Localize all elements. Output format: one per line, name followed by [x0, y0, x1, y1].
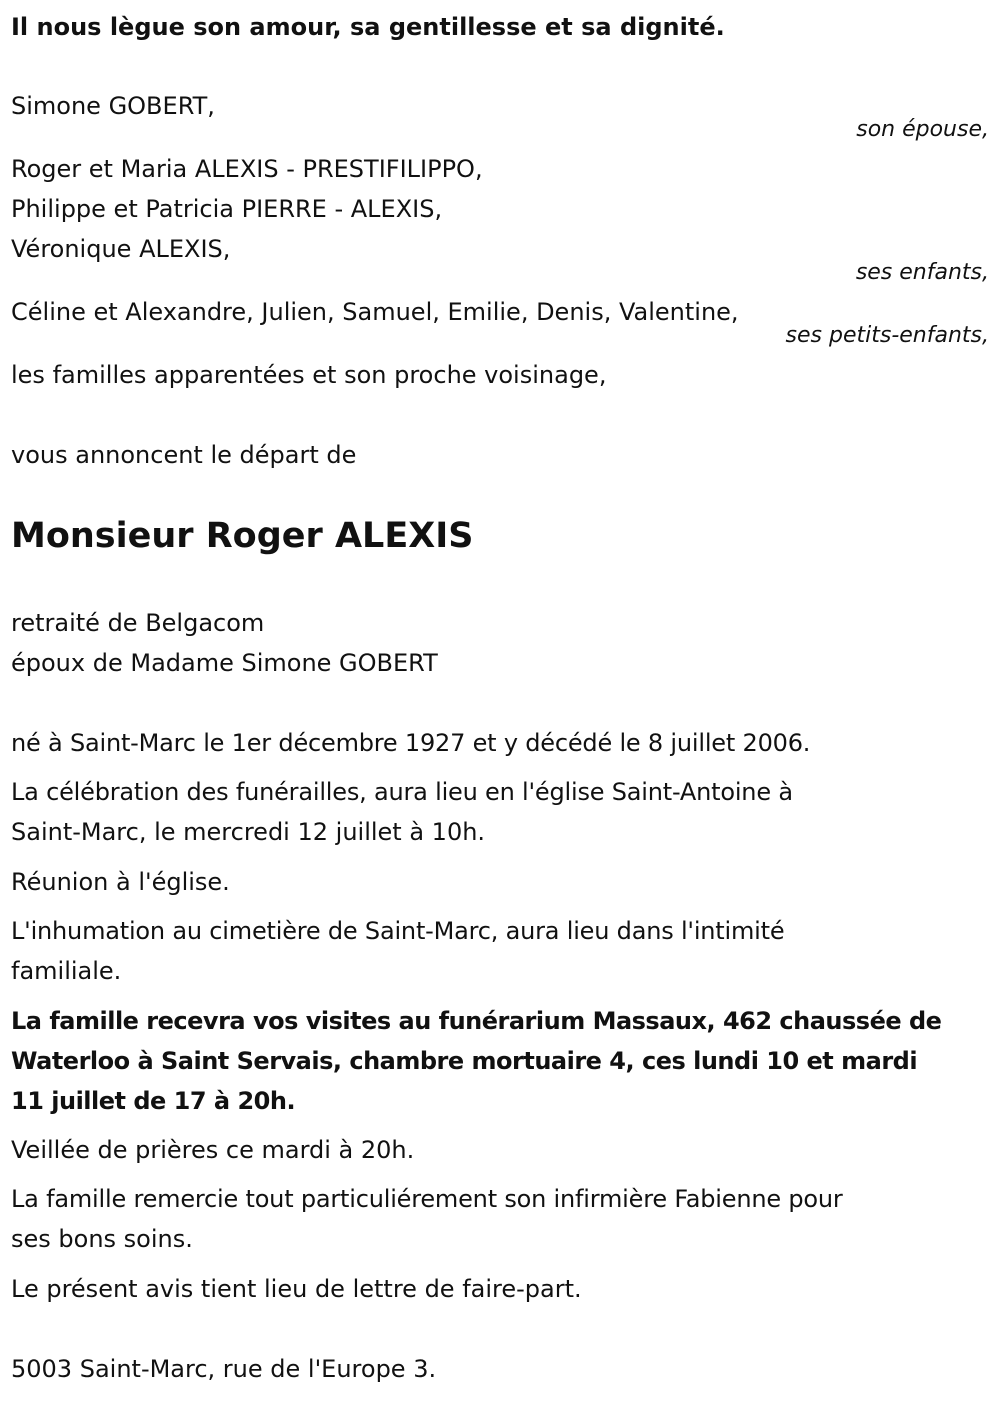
spouse-role: son épouse, — [856, 117, 989, 142]
birth-death: né à Saint-Marc le 1er décembre 1927 et y décédé le 8 juillet 2006. — [11, 729, 811, 757]
relatives: les familles apparentées et son proche voisinage, — [11, 361, 607, 389]
thanks-line-2: ses bons soins. — [11, 1225, 193, 1253]
visits-line-2: Waterloo à Saint Servais, chambre mortuaire 4, ces lundi 10 et mardi — [11, 1047, 918, 1075]
child-3: Véronique ALEXIS, — [11, 235, 231, 263]
thanks-line-1: La famille remercie tout particuliérement son infirmière Fabienne pour — [11, 1185, 843, 1213]
visits-line-3: 11 juillet de 17 à 20h. — [11, 1087, 296, 1115]
deceased-name: Monsieur Roger ALEXIS — [11, 516, 474, 556]
tribute-line: Il nous lègue son amour, sa gentillesse et sa dignité. — [11, 13, 725, 41]
child-1: Roger et Maria ALEXIS - PRESTIFILIPPO, — [11, 155, 483, 183]
address: 5003 Saint-Marc, rue de l'Europe 3. — [11, 1355, 437, 1383]
child-2: Philippe et Patricia PIERRE - ALEXIS, — [11, 195, 443, 223]
celebration-line-2: Saint-Marc, le mercredi 12 juillet à 10h. — [11, 818, 486, 846]
celebration-line-1: La célébration des funérailles, aura lieu en l'église Saint-Antoine à — [11, 778, 793, 806]
occupation: retraité de Belgacom — [11, 609, 265, 637]
visits-line-1: La famille recevra vos visites au funérarium Massaux, 462 chaussée de — [11, 1007, 942, 1035]
burial-line-2: familiale. — [11, 957, 122, 985]
spouse-name: Simone GOBERT, — [11, 92, 215, 120]
grandchildren: Céline et Alexandre, Julien, Samuel, Emilie, Denis, Valentine, — [11, 298, 739, 326]
burial-line-1: L'inhumation au cimetière de Saint-Marc, aura lieu dans l'intimité — [11, 917, 785, 945]
grandchildren-role: ses petits-enfants, — [785, 323, 989, 348]
meeting: Réunion à l'église. — [11, 868, 230, 896]
deceased-spouse: époux de Madame Simone GOBERT — [11, 649, 438, 677]
vigil: Veillée de prières ce mardi à 20h. — [11, 1136, 415, 1164]
notice: Le présent avis tient lieu de lettre de faire-part. — [11, 1275, 582, 1303]
announce: vous annoncent le départ de — [11, 441, 357, 469]
children-role: ses enfants, — [855, 260, 989, 285]
